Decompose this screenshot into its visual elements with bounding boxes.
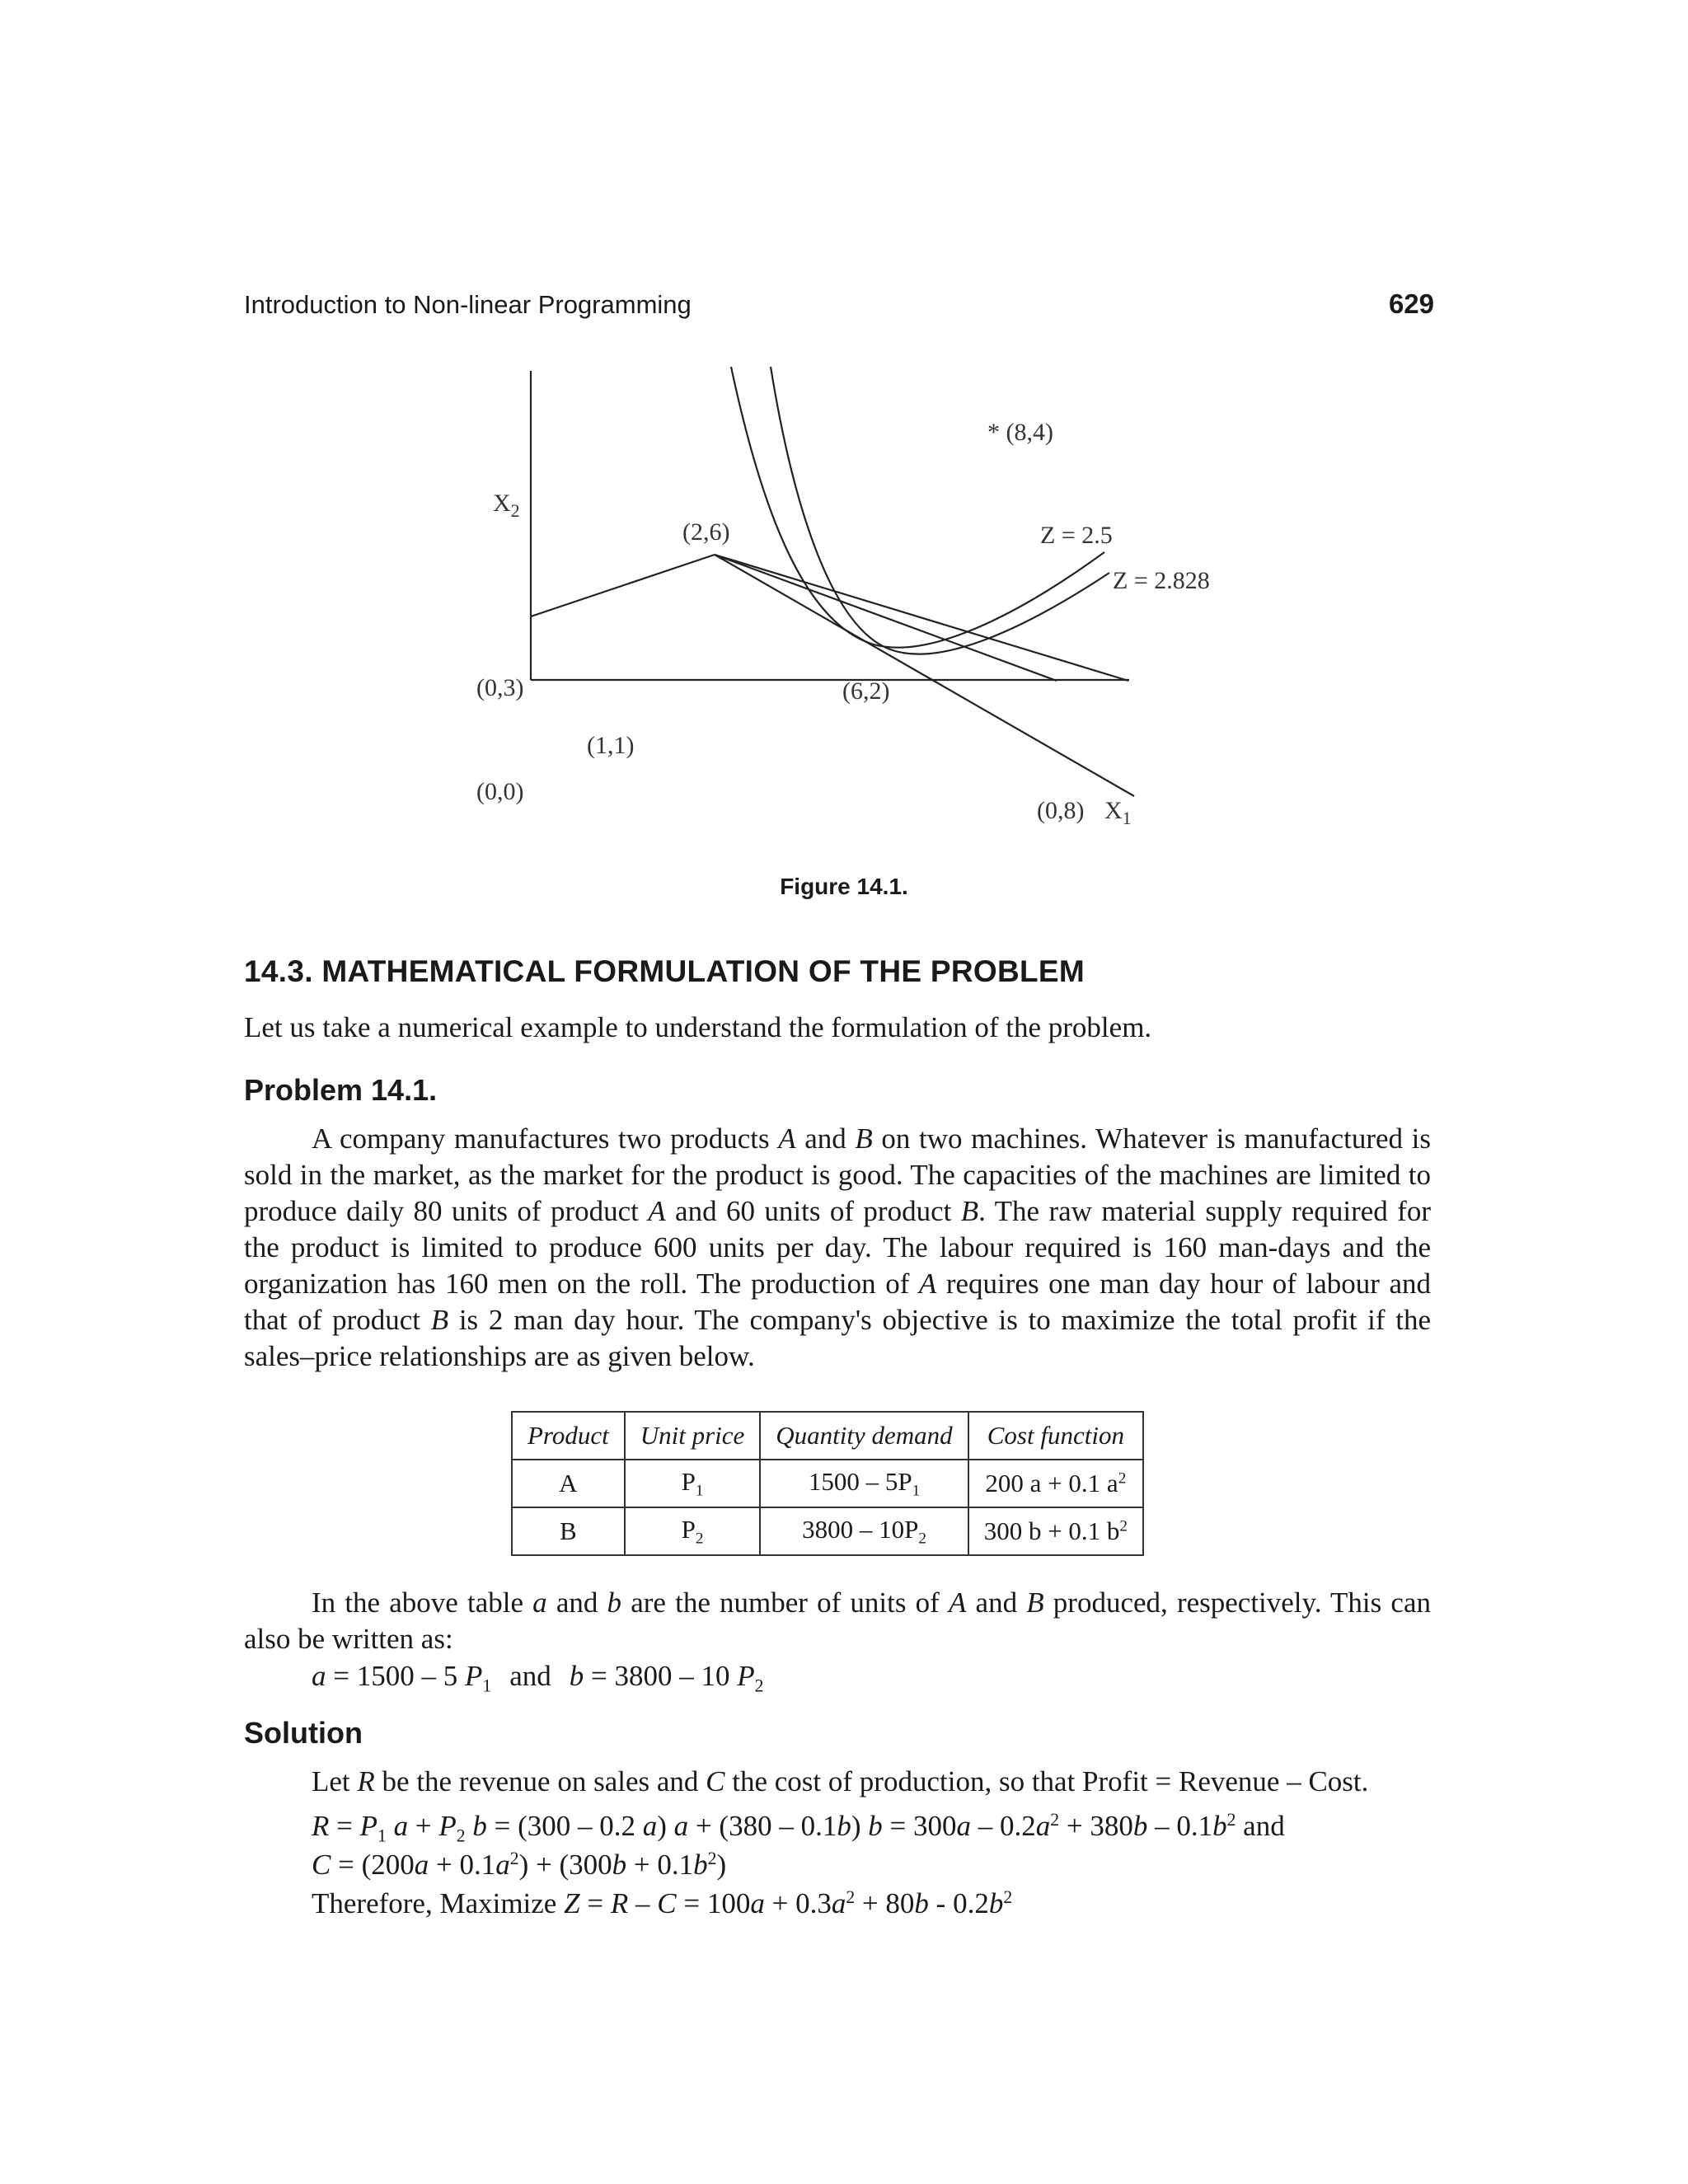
text-run: requires one man day hour of labour and that of product [244, 1268, 1432, 1336]
superscript: 2 [1226, 1810, 1236, 1830]
text-run: the cost of production, so that Profit = Revenue – Cost. [724, 1765, 1369, 1797]
text-run: = (200 [331, 1848, 415, 1881]
header-cost-function: Cost function [968, 1412, 1143, 1460]
demand-subscript: 1 [912, 1482, 921, 1500]
y-axis-subscript: 2 [510, 500, 520, 521]
label-z-2-828: Z = 2.828 [1113, 567, 1210, 594]
problem-paragraph [244, 1121, 1431, 1375]
demand-equations [312, 1658, 764, 1704]
var-b: b [868, 1809, 883, 1842]
var-b: B [855, 1122, 873, 1155]
var-a: A [778, 1122, 796, 1155]
var-c: C [312, 1848, 331, 1881]
var-b: b [837, 1809, 851, 1842]
superscript: 2 [1003, 1887, 1013, 1907]
subscript: 2 [456, 1825, 466, 1846]
price-symbol: P [681, 1514, 696, 1544]
text-run: and [795, 1122, 856, 1155]
after-table-paragraph [244, 1585, 1431, 1657]
label-2-6: (2,6) [682, 518, 730, 546]
label-z-2-5: Z = 2.5 [1040, 522, 1113, 549]
table-header-row [512, 1412, 1143, 1460]
text-run: on two machines. Whatever is manufactured is sold in the market, as the market for the product is good. The capacities of the machines are limited to produce daily 80 units of product [244, 1122, 1431, 1227]
x-axis-subscript: 1 [1122, 808, 1132, 828]
var-a: a [532, 1586, 547, 1619]
demand-expr: 3800 – 10P [802, 1514, 919, 1544]
var-a: a [312, 1660, 326, 1692]
constraint-line-2 [715, 555, 1057, 681]
text-run: ) [657, 1809, 674, 1842]
section-heading: 14.3. MATHEMATICAL FORMULATION OF THE PROBLEM [244, 954, 1085, 988]
var-a: a [1035, 1809, 1051, 1842]
indifference-curve-z-2-828 [771, 367, 1109, 654]
text-run: and [1236, 1809, 1285, 1842]
and-word: and [509, 1660, 551, 1692]
feasible-boundary-upper [531, 555, 715, 616]
text-run: is 2 man day hour. The company's objective is to maximize the total profit if the sales–price relationships are as given below. [244, 1304, 1431, 1372]
text-run: ) + (300 [518, 1848, 612, 1881]
cost-superscript: 2 [1118, 1469, 1127, 1488]
var-p: P [737, 1660, 755, 1692]
solution-title: Solution [244, 1716, 363, 1750]
text-run: ) [851, 1809, 869, 1842]
var-a: a [414, 1848, 429, 1881]
header-product: Product [512, 1412, 625, 1460]
demand-subscript: 2 [918, 1530, 926, 1548]
text-run: and 60 units of product [665, 1195, 961, 1227]
figure-14-1 [445, 354, 1269, 849]
var-a: A [948, 1586, 967, 1619]
constraint-line-1 [715, 555, 1134, 796]
text-run: - 0.2 [928, 1886, 989, 1919]
cell-demand [760, 1507, 968, 1555]
header-quantity-demand: Quantity demand [760, 1412, 968, 1460]
cell-price [625, 1460, 761, 1507]
cell-demand [760, 1460, 968, 1507]
constraint-line-3 [715, 555, 1128, 681]
text-run: In the above table [312, 1586, 533, 1619]
text-run: + 0.3 [764, 1886, 832, 1919]
indifference-curve-z-2-5 [731, 367, 1104, 648]
text-run: Let [312, 1765, 358, 1797]
var-b: b [607, 1586, 622, 1619]
var-p: P [359, 1809, 378, 1842]
var-a: A [648, 1195, 666, 1227]
text-run: + 0.1 [429, 1848, 496, 1881]
var-a: A [918, 1268, 937, 1300]
subscript: 1 [482, 1675, 492, 1696]
cell-product: B [512, 1507, 625, 1555]
demand-expr: 1500 – 5P [808, 1466, 912, 1496]
var-r: R [312, 1809, 330, 1842]
var-b: b [693, 1848, 708, 1881]
cell-product: A [512, 1460, 625, 1507]
text-run: Therefore, Maximize [312, 1886, 565, 1919]
solution-line-1 [312, 1764, 1368, 1800]
text-run: . The raw material supply required for the product is limited to produce 600 units per day. The labour required is 160 man-days and the organization has 160 men on the roll. The production of [244, 1195, 1431, 1300]
var-a: a [642, 1809, 658, 1842]
text-run: = (300 – 0.2 [486, 1809, 643, 1842]
var-a: a [386, 1809, 409, 1842]
cost-expr: 200 a + 0.1 a [985, 1469, 1118, 1497]
y-axis-letter: X [493, 490, 511, 517]
text-run: + 380 [1059, 1809, 1133, 1842]
superscript: 2 [509, 1849, 519, 1868]
figure-caption: Figure 14.1. [780, 874, 908, 899]
var-a: a [750, 1886, 765, 1919]
text-run: produced, respectively. This can also be written as: [244, 1586, 1431, 1655]
label-0-8: (0,8) [1037, 797, 1085, 824]
text-run: + 80 [855, 1886, 915, 1919]
cost-expr: 300 b + 0.1 b [983, 1516, 1120, 1545]
y-axis-label [493, 490, 520, 521]
label-8-4: * (8,4) [987, 419, 1053, 446]
solution-line-4 [312, 1879, 1012, 1922]
text-run: are the number of units of [621, 1586, 949, 1619]
var-z: Z [564, 1886, 580, 1919]
cell-cost [968, 1460, 1143, 1507]
header-unit-price: Unit price [625, 1412, 761, 1460]
var-c: C [706, 1765, 725, 1797]
subscript: 2 [754, 1675, 764, 1696]
var-r: R [357, 1765, 375, 1797]
problem-title: Problem 14.1. [244, 1073, 438, 1107]
superscript: 2 [1050, 1810, 1060, 1830]
var-b: b [1132, 1809, 1148, 1842]
var-a: a [956, 1809, 971, 1842]
text-run: = [579, 1886, 611, 1919]
var-a: a [831, 1886, 846, 1919]
var-b: B [1026, 1586, 1044, 1619]
label-0-3: (0,3) [476, 674, 524, 701]
price-symbol: P [681, 1466, 696, 1496]
text-run: = 3800 – 10 [584, 1660, 738, 1692]
var-b: b [612, 1848, 627, 1881]
var-b: b [914, 1886, 929, 1919]
sales-price-table [511, 1411, 1144, 1556]
var-a: a [673, 1809, 689, 1842]
cost-superscript: 2 [1119, 1517, 1128, 1535]
text-run: be the revenue on sales and [374, 1765, 706, 1797]
x-axis-letter: X [1104, 797, 1123, 824]
subscript: 1 [377, 1825, 387, 1846]
solution-line-3 [312, 1840, 726, 1883]
section-intro: Let us take a numerical example to understand the formulation of the problem. [244, 1011, 1152, 1043]
cell-price [625, 1507, 761, 1555]
table-row [512, 1507, 1143, 1555]
label-0-0: (0,0) [476, 778, 524, 805]
var-p: P [438, 1809, 457, 1842]
page-number: 629 [1388, 288, 1434, 319]
superscript: 2 [846, 1887, 856, 1907]
text-run: = 100 [676, 1886, 751, 1919]
price-subscript: 1 [695, 1482, 704, 1500]
text-run: ) [716, 1848, 727, 1881]
var-c: C [657, 1886, 677, 1919]
label-6-2: (6,2) [842, 677, 890, 705]
var-b: b [988, 1886, 1004, 1919]
cell-cost [968, 1507, 1143, 1555]
table-row [512, 1460, 1143, 1507]
var-a: a [495, 1848, 510, 1881]
superscript: 2 [707, 1849, 717, 1868]
running-head: Introduction to Non-linear Programming [244, 290, 692, 319]
var-b: b [465, 1809, 487, 1842]
x-axis-label [1104, 797, 1132, 828]
var-b: B [430, 1304, 449, 1336]
text-run: and [966, 1586, 1027, 1619]
var-p: P [465, 1660, 483, 1692]
var-b: b [1212, 1809, 1227, 1842]
text-run: + [408, 1809, 439, 1842]
text-run: + (380 – 0.1 [688, 1809, 837, 1842]
text-run: + 0.1 [626, 1848, 694, 1881]
var-b: b [569, 1660, 584, 1692]
var-r: R [610, 1886, 629, 1919]
text-run: – 0.1 [1147, 1809, 1213, 1842]
text-run: and [546, 1586, 607, 1619]
label-1-1: (1,1) [587, 732, 635, 759]
price-subscript: 2 [695, 1530, 704, 1548]
text-run: – [628, 1886, 658, 1919]
text-run: = [329, 1809, 360, 1842]
text-run: – 0.2 [970, 1809, 1036, 1842]
var-b: B [960, 1195, 979, 1227]
text-run: = 1500 – 5 [326, 1660, 465, 1692]
text-run: A company manufactures two products [312, 1122, 779, 1155]
text-run: = 300 [882, 1809, 957, 1842]
